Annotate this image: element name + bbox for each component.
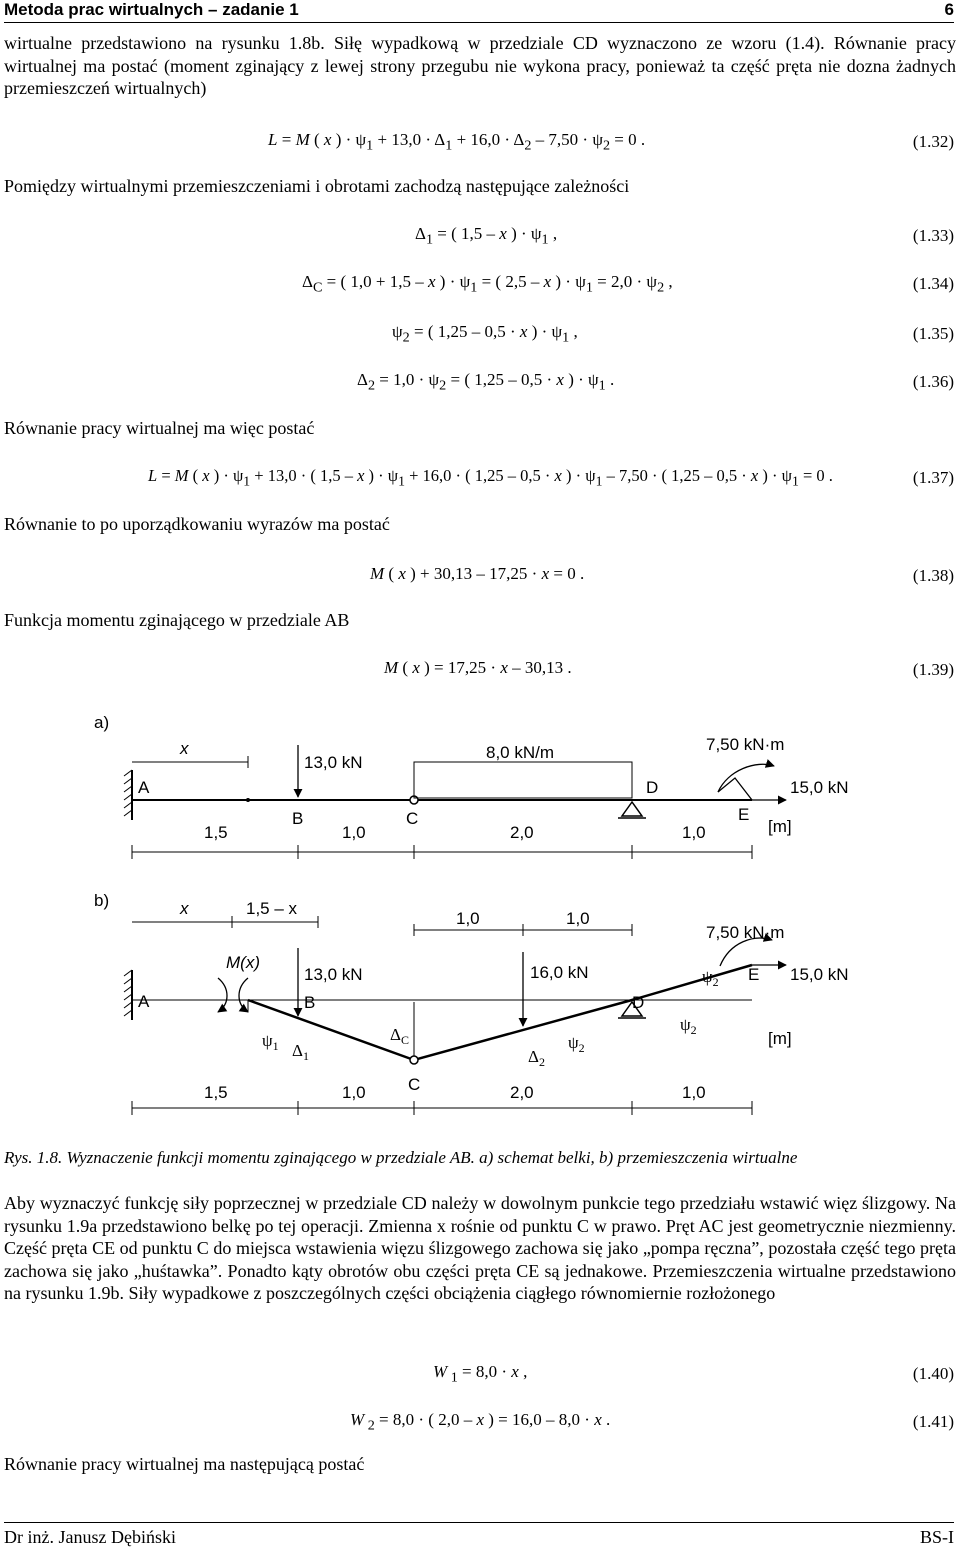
force-E-label: 15,0 kN [790, 965, 849, 984]
text-eq38: Równanie to po uporządkowaniu wyrazów ma postać [4, 514, 390, 534]
header-title: Metoda prac wirtualnych – zadanie 1 [4, 0, 299, 19]
equation-1-41: W $_2$ = 8,0 · ( 2,0 – x ) = 16,0 – 8,0 · x . [350, 1410, 611, 1434]
moment-label: 7,50 kN·m [706, 923, 785, 942]
delta2-label: $\Delta_2$ [528, 1047, 545, 1069]
psi1-label: $\psi_1$ [262, 1031, 279, 1053]
footer-code: BS-I [919, 1527, 954, 1547]
force-B-label: 13,0 kN [304, 753, 363, 772]
moment-label: 7,50 kN·m [706, 735, 785, 754]
hinge-C [410, 1056, 418, 1064]
equation-number: (1.37) [912, 468, 954, 487]
unit-label: [m] [768, 1029, 792, 1048]
force-B-label: 13,0 kN [304, 965, 363, 984]
figure-caption: Rys. 1.8. Wyznaczenie funkcji momentu zginającego w przedziale AB. a) schemat belki, b) przemieszczenia wirtualne [4, 1148, 798, 1167]
equation-1-33: $\Delta_1$ = ( 1,5 – x ) · $\psi_1$ , [415, 224, 558, 248]
equation-number: (1.33) [912, 226, 954, 245]
page-footer [4, 1522, 954, 1549]
q-label: 8,0 kN/m [486, 743, 555, 762]
dim-top-2: 1,0 [566, 909, 590, 928]
point-C: C [408, 1075, 421, 1094]
x-label: x [180, 739, 189, 758]
point-E: E [748, 965, 760, 984]
equation-number: (1.41) [912, 1412, 954, 1431]
equation-1-34: $\Delta_C$ = ( 1,0 + 1,5 – x ) · $\psi_1$ = ( 2,5 – x ) · $\psi_1 = 2,0 \cdot \psi_2$ , [302, 272, 673, 296]
intro-paragraph: wirtualne przedstawiono na rysunku 1.8b. Siłę wypadkową w przedziale CD wyznaczono ze wzoru (1.4). Równanie pracy wirtualnej ma postać (moment zginający z lewej strony przegubu nie wykona pracy, ponieważ ta część pręta nie dozna żadnych przemieszczeń wirtualnych) [4, 33, 956, 98]
dim-BC: 1,0 [342, 823, 366, 842]
psi2-top-label: $\psi_2$ [702, 967, 719, 989]
dim-top-1: 1,0 [456, 909, 480, 928]
moment-left-arrow [218, 978, 227, 1012]
figure-b-virtual-displacements [0, 880, 960, 1140]
x-complement-label: 1,5 – x [246, 899, 298, 918]
x-label: x [180, 899, 189, 918]
equation-1-37: L = M ( x ) · $\psi_1 + 13,0$ · ( 1,5 – x ) · $\psi_1 + 16,0$ · ( 1,25 – 0,5 · x ) · $\psi_1 - 7,50$ · ( 1,25 – 0,5 · x ) · $\psi_1 = 0$ . [148, 466, 833, 489]
dim-AB: 1,5 [204, 1083, 228, 1102]
moment-right-arrow [239, 978, 248, 1012]
figure-a-beam-scheme [0, 700, 960, 880]
equation-1-38: M ( x ) + 30,13 – 17,25 · x = 0 . [370, 564, 585, 583]
page-number: 6 [944, 0, 954, 19]
equation-number: (1.40) [912, 1364, 954, 1383]
delta1-label: $\Delta_1$ [292, 1041, 309, 1063]
force-W-label: 16,0 kN [530, 963, 589, 982]
equation-1-36: $\Delta_2 = 1,0 \cdot \psi_2$ = ( 1,25 – 0,5 · x ) · $\psi_1$ . [357, 370, 615, 394]
dim-BC: 1,0 [342, 1083, 366, 1102]
equation-number: (1.38) [912, 566, 954, 585]
force-E-label: 15,0 kN [790, 778, 849, 797]
psi2-right-label: $\psi_2$ [680, 1015, 697, 1037]
dim-CD: 2,0 [510, 1083, 534, 1102]
equation-number: (1.34) [912, 274, 954, 293]
equation-number: (1.32) [912, 132, 954, 151]
paragraph-2: Aby wyznaczyć funkcję siły poprzecznej w przedziale CD należy w dowolnym punkcie tego przedziału wstawić więz ślizgowy. Na rysunku 1.9a przedstawiono belkę po tej operacji. Zmienna x rośnie od punktu C w prawo. Pręt AC jest geometrycznie niezmienny. Część pręta CE od punktu C do miejsca wstawienia więzu ślizgowego zachowa się jako „pompa ręczna”, pozostała część tego pręta zachowa się jako „huśtawka”. Ponadto kąty obrotów obu części pręta CE są jednakowe. Przemieszczenia wirtualne przedstawiono na rysunku 1.9b. Siły wypadkowe z poszczególnych części obciążenia ciągłego równomiernie rozłożonego [4, 1193, 956, 1303]
dim-CD: 2,0 [510, 823, 534, 842]
point-B: B [304, 993, 316, 1012]
footer-author: Dr inż. Janusz Dębiński [4, 1527, 176, 1547]
page-header [4, 0, 954, 23]
figure-a-label: a) [94, 713, 110, 732]
figure-b-label: b) [94, 891, 110, 910]
unit-label: [m] [768, 817, 792, 836]
dim-DE: 1,0 [682, 1083, 706, 1102]
distributed-load [414, 762, 632, 798]
point-D: D [632, 993, 645, 1012]
text-relations: Pomiędzy wirtualnymi przemieszczeniami i obrotami zachodzą następujące zależności [4, 176, 630, 196]
equation-1-39: M ( x ) = 17,25 · x – 30,13 . [384, 658, 572, 677]
support-hatch [124, 770, 132, 816]
Mx-label: M(x) [226, 953, 260, 972]
dim-DE: 1,0 [682, 823, 706, 842]
text-last: Równanie pracy wirtualnej ma następującą postać [4, 1454, 365, 1474]
text-eq37: Równanie pracy wirtualnej ma więc postać [4, 418, 315, 438]
point-A: A [138, 778, 150, 797]
psi2-left-label: $\psi_2$ [568, 1033, 585, 1055]
moment-arrow [720, 938, 772, 966]
support-D [622, 802, 642, 816]
equation-1-32: L = M ( x ) · $\psi_1 + 13,0 \cdot \Delta_1 + 16,0 \cdot \Delta_2 - 7,50 \cdot \psi_2 = 0$ . [268, 130, 646, 154]
equation-1-40: W $_1$ = 8,0 · x , [433, 1362, 528, 1386]
point-E: E [738, 805, 750, 824]
equation-number: (1.39) [912, 660, 954, 679]
equation-number: (1.35) [912, 324, 954, 343]
equation-1-35: $\psi_2$ = ( 1,25 – 0,5 · x ) · $\psi_1$ , [392, 322, 578, 346]
deltaC-label: $\Delta_C$ [390, 1025, 409, 1047]
equation-number: (1.36) [912, 372, 954, 391]
point-B: B [292, 809, 304, 828]
moment-arrow [718, 764, 774, 792]
dim-AB: 1,5 [204, 823, 228, 842]
point-A: A [138, 992, 150, 1011]
point-D: D [646, 778, 659, 797]
point-C: C [406, 809, 419, 828]
text-eq39: Funkcja momentu zginającego w przedziale AB [4, 610, 350, 630]
